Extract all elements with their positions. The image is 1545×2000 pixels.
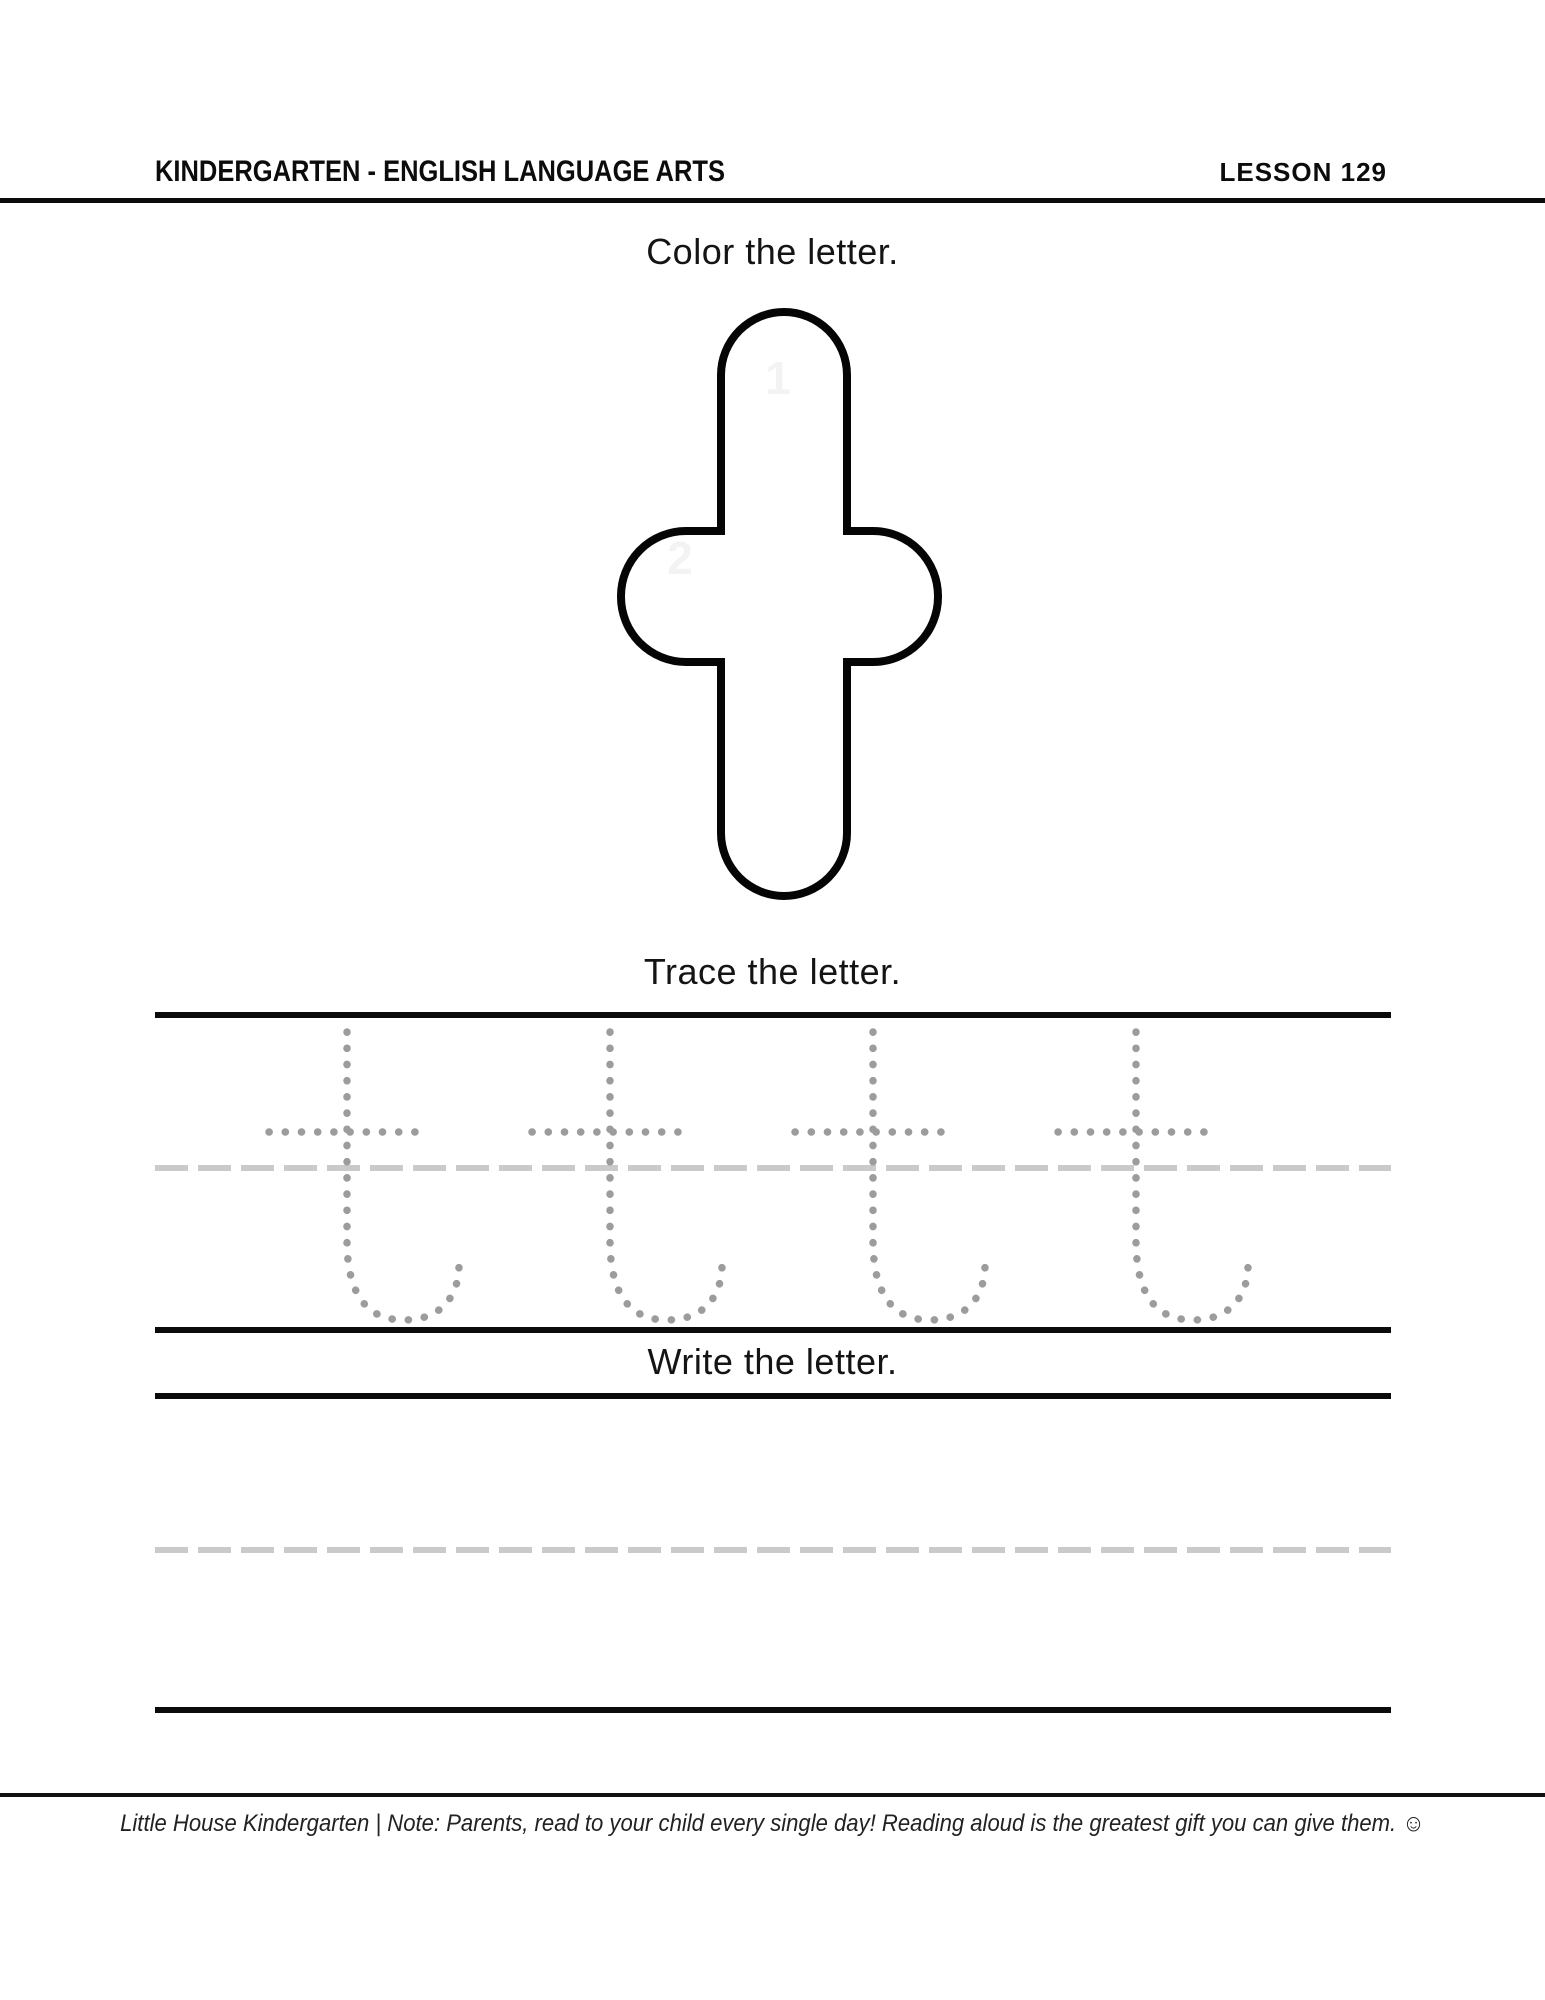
writing-line-bottom bbox=[155, 1707, 1391, 1713]
footer-rule bbox=[0, 1793, 1545, 1797]
writing-line-top bbox=[155, 1012, 1391, 1018]
traced-letter-t-3 bbox=[783, 1028, 993, 1338]
dotted-letter-stem bbox=[347, 1032, 459, 1320]
dotted-letter-stem bbox=[873, 1032, 985, 1320]
write-section-heading: Write the letter. bbox=[647, 1341, 898, 1382]
traced-letter-t-1 bbox=[257, 1028, 467, 1338]
bubble-letter-t-outline bbox=[600, 300, 960, 910]
header-rule bbox=[0, 198, 1545, 203]
stroke-number-2: 2 bbox=[667, 532, 693, 584]
course-title: KINDERGARTEN - ENGLISH LANGUAGE ARTS bbox=[155, 155, 725, 188]
write-writing-lines bbox=[155, 1393, 1391, 1715]
dotted-letter-stem bbox=[610, 1032, 722, 1320]
color-section-heading: Color the letter. bbox=[646, 231, 899, 272]
traced-letter-t-2 bbox=[520, 1028, 730, 1338]
stroke-number-1: 1 bbox=[765, 352, 791, 404]
dotted-letter-stem bbox=[1136, 1032, 1248, 1320]
traced-letter-t-4 bbox=[1046, 1028, 1256, 1338]
writing-line-top bbox=[155, 1393, 1391, 1399]
trace-writing-lines bbox=[155, 1012, 1391, 1336]
footer-note: Little House Kindergarten | Note: Parents, read to your child every single day! Reading aloud is the greatest gift you can give them. ☺ bbox=[120, 1810, 1425, 1837]
trace-section-heading: Trace the letter. bbox=[643, 951, 902, 992]
writing-line-middle-dashed bbox=[155, 1547, 1391, 1553]
lesson-number: LESSON 129 bbox=[1219, 157, 1387, 187]
